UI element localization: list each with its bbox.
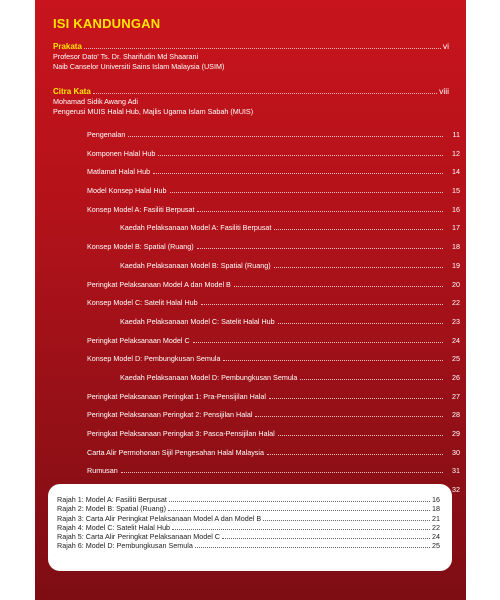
figure-entry-page-number: 25 xyxy=(432,541,440,551)
page-title: ISI KANDUNGAN xyxy=(53,16,161,31)
toc-entry[interactable] xyxy=(87,255,460,274)
contents-page xyxy=(35,0,466,600)
dot-leader xyxy=(169,501,430,502)
figure-entry[interactable] xyxy=(57,532,444,541)
prakata-page-number: vi xyxy=(442,41,449,51)
figure-entry-label: Rajah 2: Model B: Spatial (Ruang) xyxy=(57,504,167,514)
toc-entry-label: Komponen Halal Hub xyxy=(87,148,156,158)
toc-entry-label: Pengenalan xyxy=(87,130,126,139)
toc-entry[interactable] xyxy=(87,348,460,367)
toc-entry[interactable] xyxy=(87,367,460,386)
citra-kata-title: Citra Kata xyxy=(53,87,91,96)
figure-entry-page-number: 21 xyxy=(432,513,440,523)
citra-kata-author: Mohamad Sidik Awang Adi xyxy=(53,97,138,106)
toc-entry-label: Peringkat Pelaksanaan Model A dan Model B xyxy=(87,279,231,289)
toc-entry-page-number: 23 xyxy=(452,316,460,326)
dot-leader xyxy=(84,48,441,49)
toc-entry-label: Peringkat Pelaksanaan Peringkat 2: Pensijilan Halal xyxy=(87,410,253,420)
toc-entry[interactable] xyxy=(87,423,460,442)
dot-leader xyxy=(223,360,443,361)
toc-entry-page-number: 14 xyxy=(452,167,460,177)
dot-leader xyxy=(193,342,443,343)
toc-entry[interactable] xyxy=(87,143,460,162)
toc-entry-label: Carta Alir Permohonan Sijil Pengesahan Halal Malaysia xyxy=(87,447,264,457)
dot-leader xyxy=(201,304,443,305)
figure-entry-label: Rajah 4: Model C: Satelit Halal Hub xyxy=(57,522,171,532)
toc-entry-label: Kaedah Pelaksanaan Model C: Satelit Halal Hub xyxy=(120,316,275,326)
toc-entry-page-number: 12 xyxy=(452,148,460,158)
toc-entry-page-number: 32 xyxy=(452,485,460,495)
dot-leader xyxy=(158,155,443,156)
toc-entry-label: Kaedah Pelaksanaan Model B: Spatial (Ruang) xyxy=(120,260,271,270)
dot-leader xyxy=(128,136,443,137)
dot-leader xyxy=(195,547,430,548)
toc-entry-page-number: 27 xyxy=(452,391,460,401)
toc-entry-label: Peringkat Pelaksanaan Peringkat 1: Pra-Pensijilan Halal xyxy=(87,391,266,401)
toc-entry-page-number: 16 xyxy=(452,204,460,214)
dot-leader xyxy=(197,248,443,249)
toc-entry-label: Peringkat Pelaksanaan Model C xyxy=(87,335,190,345)
dot-leader xyxy=(234,286,443,287)
toc-entry-label: Konsep Model C: Satelit Halal Hub xyxy=(87,298,198,308)
dot-leader xyxy=(274,229,443,230)
toc-entry[interactable] xyxy=(87,330,460,349)
toc-entry-label: Rumusan xyxy=(87,466,118,476)
toc-entry[interactable] xyxy=(87,274,460,293)
citra-kata-entry[interactable] xyxy=(53,86,449,117)
toc-entry-page-number: 18 xyxy=(452,242,460,252)
toc-entry-label: Kaedah Pelaksanaan Model D: Pembungkusan Semula xyxy=(120,372,298,382)
table-of-contents-list xyxy=(87,124,460,498)
toc-entry-label: Kaedah Pelaksanaan Model A: Fasiliti Berpusat xyxy=(120,223,272,233)
toc-entry-page-number: 28 xyxy=(452,410,460,420)
dot-leader xyxy=(263,520,430,521)
dot-leader xyxy=(278,435,443,436)
toc-entry-label: Model Konsep Halal Hub xyxy=(87,186,167,196)
figure-entry[interactable] xyxy=(57,523,444,532)
figure-entry-page-number: 24 xyxy=(432,532,440,542)
toc-entry-page-number: 31 xyxy=(452,466,460,476)
figure-entry[interactable] xyxy=(57,514,444,523)
toc-entry-page-number: 22 xyxy=(452,298,460,308)
citra-kata-author-position: Pengerusi MUIS Halal Hub, Majlis Ugama Islam Sabah (MUIS) xyxy=(53,107,254,116)
toc-entry[interactable] xyxy=(87,386,460,405)
figure-list-box xyxy=(48,484,452,571)
figure-entry-page-number: 18 xyxy=(432,504,440,514)
toc-entry-page-number: 30 xyxy=(452,447,460,457)
dot-leader xyxy=(170,192,443,193)
citra-kata-page-number: viii xyxy=(439,86,449,96)
figure-entry-label: Rajah 5: Carta Alir Peringkat Pelaksanaan Model C xyxy=(57,532,221,542)
toc-entry[interactable] xyxy=(87,311,460,330)
toc-entry[interactable] xyxy=(87,404,460,423)
dot-leader xyxy=(168,510,430,511)
dot-leader xyxy=(274,267,443,268)
toc-entry[interactable] xyxy=(87,199,460,218)
dot-leader xyxy=(93,93,437,94)
toc-entry[interactable] xyxy=(87,292,460,311)
dot-leader xyxy=(269,398,443,399)
toc-entry[interactable] xyxy=(87,217,460,236)
dot-leader xyxy=(278,323,443,324)
dot-leader xyxy=(255,416,443,417)
toc-entry-label: Konsep Model D: Pembungkusan Semula xyxy=(87,354,221,364)
dot-leader xyxy=(197,211,443,212)
dot-leader xyxy=(267,454,443,455)
prakata-author: Profesor Dato' Ts. Dr. Sharifudin Md Shaarani xyxy=(53,52,199,61)
toc-entry-page-number: 24 xyxy=(452,335,460,345)
prakata-entry[interactable] xyxy=(53,41,449,72)
figure-entry[interactable] xyxy=(57,495,444,504)
dot-leader xyxy=(222,538,430,539)
toc-entry-label: Matlamat Halal Hub xyxy=(87,167,151,177)
figure-entry[interactable] xyxy=(57,541,444,550)
toc-entry[interactable] xyxy=(87,180,460,199)
figure-entry-label: Rajah 6: Model D: Pembungkusan Semula xyxy=(57,541,193,551)
prakata-author-position: Naib Canselor Universiti Sains Islam Malaysia (USIM) xyxy=(53,62,225,71)
toc-entry[interactable] xyxy=(87,442,460,461)
toc-entry-page-number: 15 xyxy=(452,186,460,196)
toc-entry-page-number: 20 xyxy=(452,279,460,289)
toc-entry-label: Peringkat Pelaksanaan Peringkat 3: Pasca-Pensijilan Halal xyxy=(87,429,275,438)
toc-entry-page-number: 25 xyxy=(452,354,460,364)
toc-entry[interactable] xyxy=(87,161,460,180)
figure-entry-page-number: 16 xyxy=(432,495,440,504)
figure-entry[interactable] xyxy=(57,504,444,513)
figure-entry-page-number: 22 xyxy=(432,522,440,532)
dot-leader xyxy=(153,173,443,174)
toc-entry[interactable] xyxy=(87,236,460,255)
prakata-title: Prakata xyxy=(53,42,82,51)
figure-entry-label: Rajah 1: Model A: Fasiliti Berpusat xyxy=(57,495,167,504)
figure-entry-label: Rajah 3: Carta Alir Peringkat Pelaksanaan Model A dan Model B xyxy=(57,513,262,523)
toc-entry-page-number: 11 xyxy=(452,130,460,139)
dot-leader xyxy=(172,529,430,530)
toc-entry[interactable] xyxy=(87,460,460,479)
toc-entry[interactable] xyxy=(87,124,460,143)
toc-entry-label: Konsep Model B: Spatial (Ruang) xyxy=(87,242,194,252)
dot-leader xyxy=(121,472,443,473)
toc-entry-page-number: 26 xyxy=(452,372,460,382)
toc-entry-page-number: 17 xyxy=(452,223,460,233)
toc-entry-label: Konsep Model A: Fasiliti Berpusat xyxy=(87,204,195,214)
dot-leader xyxy=(300,379,443,380)
toc-entry-page-number: 19 xyxy=(452,260,460,270)
toc-entry-page-number: 29 xyxy=(452,429,460,438)
